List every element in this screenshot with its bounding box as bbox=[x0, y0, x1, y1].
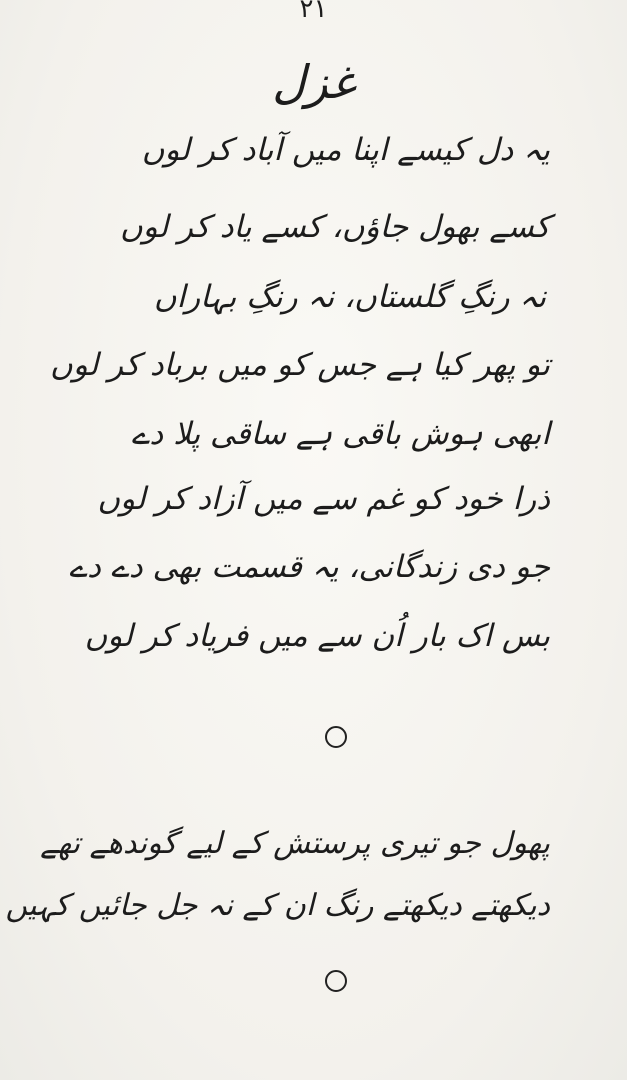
end-circle bbox=[325, 970, 347, 992]
ghazal-line-6: ذرا خود کو غم سے میں آزاد کر لوں bbox=[97, 481, 550, 517]
page-number: ۲۱ bbox=[299, 0, 328, 24]
verse-line-1: پھول جو تیری پرستش کے لیے گوندھے تھے bbox=[40, 826, 550, 861]
ghazal-line-2: کسے بھول جاؤں، کسے یاد کر لوں bbox=[119, 209, 550, 245]
ghazal-line-5: ابھی ہوش باقی ہے ساقی پلا دے bbox=[131, 416, 550, 452]
separator-circle bbox=[325, 726, 347, 748]
ghazal-line-3: نہ رنگِ گلستاں، نہ رنگِ بہاراں bbox=[153, 279, 547, 315]
ghazal-line-4: تو پھر کیا ہے جس کو میں برباد کر لوں bbox=[50, 347, 550, 383]
ghazal-line-1: یہ دل کیسے اپنا میں آباد کر لوں bbox=[141, 132, 550, 168]
ghazal-line-7: جو دی زندگانی، یہ قسمت بھی دے دے bbox=[68, 549, 550, 585]
ghazal-line-8: بس اک بار اُن سے میں فریاد کر لوں bbox=[84, 618, 550, 654]
verse-line-2: دیکھتے دیکھتے رنگ ان کے نہ جل جائیں کہیں bbox=[5, 888, 550, 923]
page-title: غزل bbox=[272, 55, 355, 109]
